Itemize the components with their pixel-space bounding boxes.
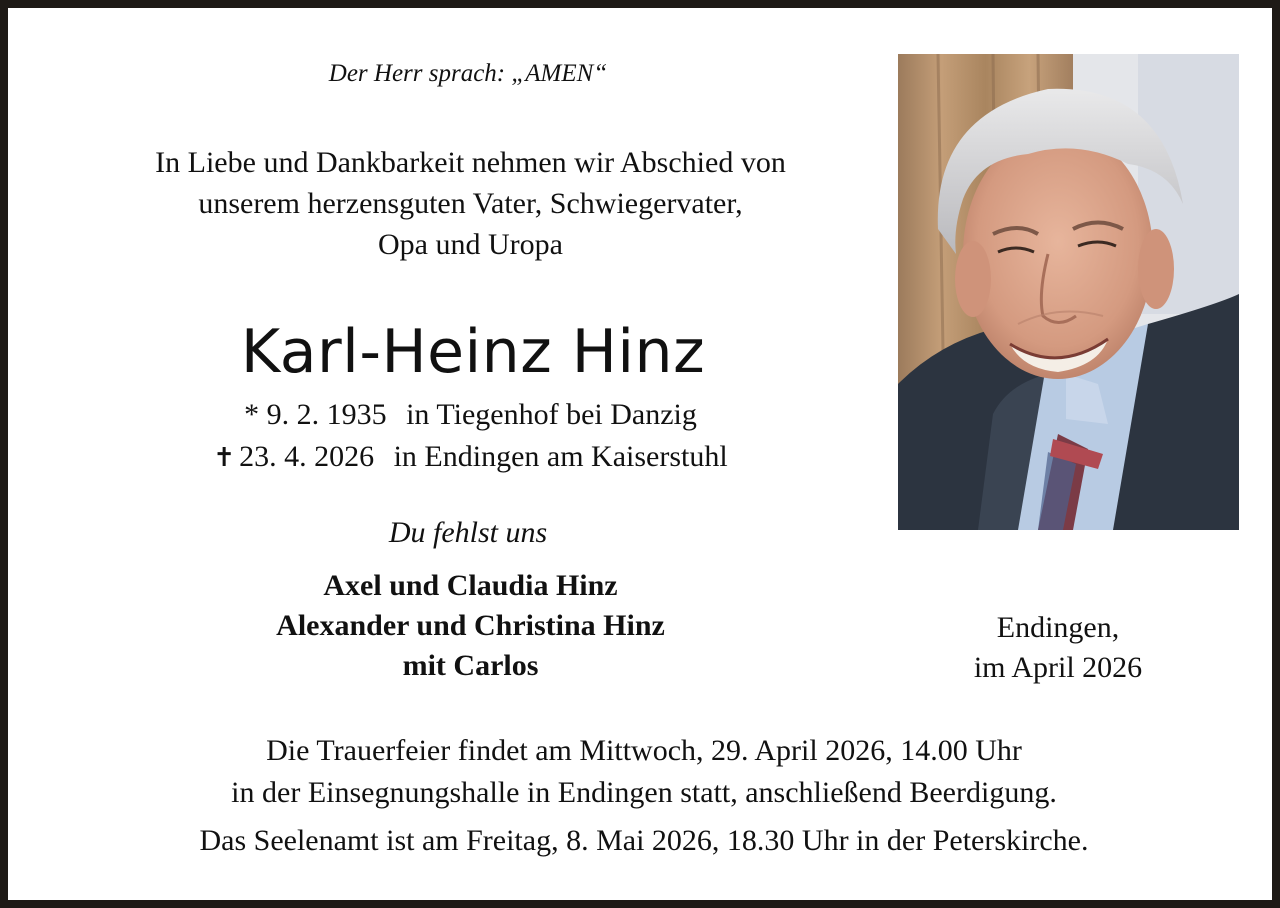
death-date: 23. 4. 2026 <box>239 440 375 473</box>
service-line: Die Trauerfeier findet am Mittwoch, 29. April 2026, 14.00 Uhr <box>266 734 1022 767</box>
family-line: Alexander und Christina Hinz <box>276 609 665 642</box>
birth-line <box>48 394 893 436</box>
family-line: Axel und Claudia Hinz <box>323 569 618 602</box>
death-line <box>48 436 893 479</box>
place-date <box>908 608 1208 688</box>
birth-date: 9. 2. 1935 <box>266 398 387 431</box>
place-line: im April 2026 <box>973 651 1143 684</box>
birth-symbol: * <box>244 398 260 431</box>
intro-line: unserem herzensguten Vater, Schwiegervater, <box>198 187 743 220</box>
verse-line: Der Herr sprach: „AMEN“ <box>328 60 608 87</box>
family-line: mit Carlos <box>402 649 539 682</box>
intro-text <box>48 142 893 265</box>
place-line: Endingen, <box>996 611 1120 644</box>
requiem-mass-info: Das Seelenamt ist am Freitag, 8. Mai 2026, 18.30 Uhr in der Peterskirche. <box>199 824 1089 857</box>
missed-text: Du fehlst uns <box>388 516 548 549</box>
death-place: in Endingen am Kaiserstuhl <box>393 440 728 473</box>
portrait-photo <box>898 54 1239 530</box>
cross-icon: ✝ <box>213 443 236 473</box>
life-dates <box>48 394 893 479</box>
family-signature <box>48 566 893 686</box>
intro-line: In Liebe und Dankbarkeit nehmen wir Abschied von <box>155 146 786 179</box>
portrait-image <box>898 54 1239 530</box>
intro-line: Opa und Uropa <box>378 228 563 261</box>
funeral-service-info <box>28 730 1260 814</box>
birth-place: in Tiegenhof bei Danzig <box>406 398 697 431</box>
service-line: in der Einsegnungshalle in Endingen statt, anschließend Beerdigung. <box>231 776 1057 809</box>
deceased-name: Karl-Heinz Hinz <box>240 317 706 387</box>
